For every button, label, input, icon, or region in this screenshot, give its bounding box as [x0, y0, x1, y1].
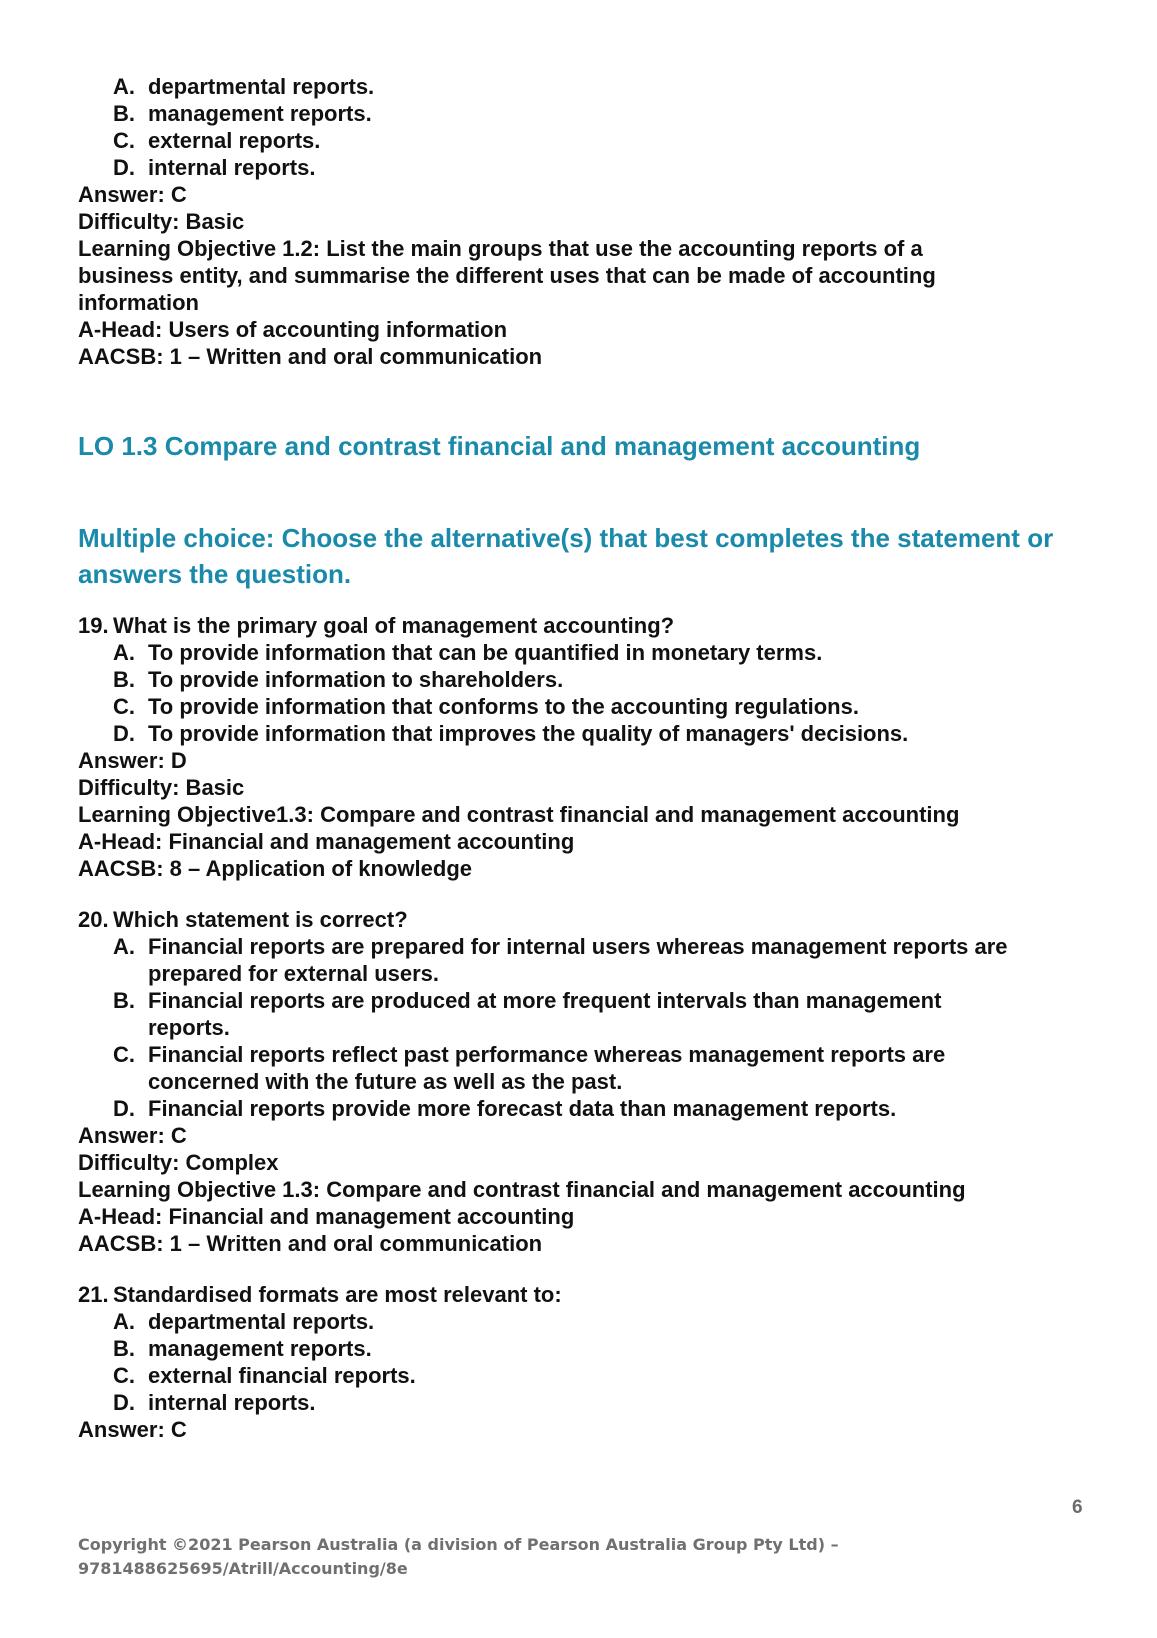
learning-objective: Learning Objective 1.2: List the main groups that use the accounting reports of a business entity, and summarise the different uses that can be made of accounting information	[78, 236, 936, 315]
option-d: D. To provide information that improves the quality of managers' decisions.	[113, 721, 909, 746]
option-b: B. management reports.	[113, 101, 372, 126]
spacer	[78, 882, 1088, 906]
option-a: A. departmental reports.	[113, 74, 375, 99]
page-number: 6	[1072, 1497, 1083, 1518]
page-content	[78, 73, 1088, 1443]
question-stem: 19. What is the primary goal of management accounting?	[78, 613, 675, 638]
answer: Answer: D	[78, 748, 187, 773]
aacsb: AACSB: 8 – Application of knowledge	[78, 856, 472, 881]
aacsb: AACSB: 1 – Written and oral communication	[78, 344, 543, 369]
difficulty: Difficulty: Basic	[78, 775, 245, 800]
footer-line-1: Copyright ©2021 Pearson Australia (a division of Pearson Australia Group Pty Ltd) –	[78, 1535, 839, 1554]
option-a: A. departmental reports.	[113, 1309, 375, 1334]
learning-objective: Learning Objective 1.3: Compare and contrast financial and management accounting	[78, 1177, 966, 1202]
option-d: D. internal reports.	[113, 1390, 316, 1415]
option-d: D. internal reports.	[113, 155, 316, 180]
question-21	[78, 1281, 1088, 1443]
question-20	[78, 906, 1088, 1257]
option-d: D. Financial reports provide more forecast data than management reports.	[113, 1096, 897, 1121]
option-c: C. Financial reports reflect past performance whereas management reports are concerned with the future as well as the past.	[113, 1042, 946, 1094]
footer-line-2: 9781488625695/Atrill/Accounting/8e	[78, 1559, 408, 1578]
option-b: B. To provide information to shareholders.	[113, 667, 564, 692]
option-b: B. management reports.	[113, 1336, 372, 1361]
multiple-choice-heading: Multiple choice: Choose the alternative(s) that best completes the statement or answers the question.	[78, 523, 1054, 589]
answer: Answer: C	[78, 182, 187, 207]
option-c: C. To provide information that conforms to the accounting regulations.	[113, 694, 859, 719]
option-b: B. Financial reports are produced at more frequent intervals than management reports.	[113, 988, 942, 1040]
learning-objective: Learning Objective1.3: Compare and contrast financial and management accounting	[78, 802, 960, 827]
answer: Answer: C	[78, 1417, 187, 1442]
question-stem: 21. Standardised formats are most relevant to:	[78, 1282, 562, 1307]
prev-question-block	[78, 73, 1088, 370]
option-a: A. To provide information that can be quantified in monetary terms.	[113, 640, 823, 665]
a-head: A-Head: Financial and management accounting	[78, 1204, 575, 1229]
option-a: A. Financial reports are prepared for internal users whereas management reports are prepared for external users.	[113, 934, 1008, 986]
question-19	[78, 612, 1088, 882]
copyright-footer	[78, 1533, 1078, 1581]
option-c: C. external financial reports.	[113, 1363, 416, 1388]
difficulty: Difficulty: Basic	[78, 209, 245, 234]
difficulty: Difficulty: Complex	[78, 1150, 279, 1175]
a-head: A-Head: Financial and management accounting	[78, 829, 575, 854]
aacsb: AACSB: 1 – Written and oral communication	[78, 1231, 543, 1256]
answer: Answer: C	[78, 1123, 187, 1148]
lo-heading: LO 1.3 Compare and contrast financial and management accounting	[78, 431, 921, 461]
question-stem: 20. Which statement is correct?	[78, 907, 408, 932]
option-c: C. external reports.	[113, 128, 321, 153]
spacer	[78, 1257, 1088, 1281]
a-head: A-Head: Users of accounting information	[78, 317, 508, 342]
